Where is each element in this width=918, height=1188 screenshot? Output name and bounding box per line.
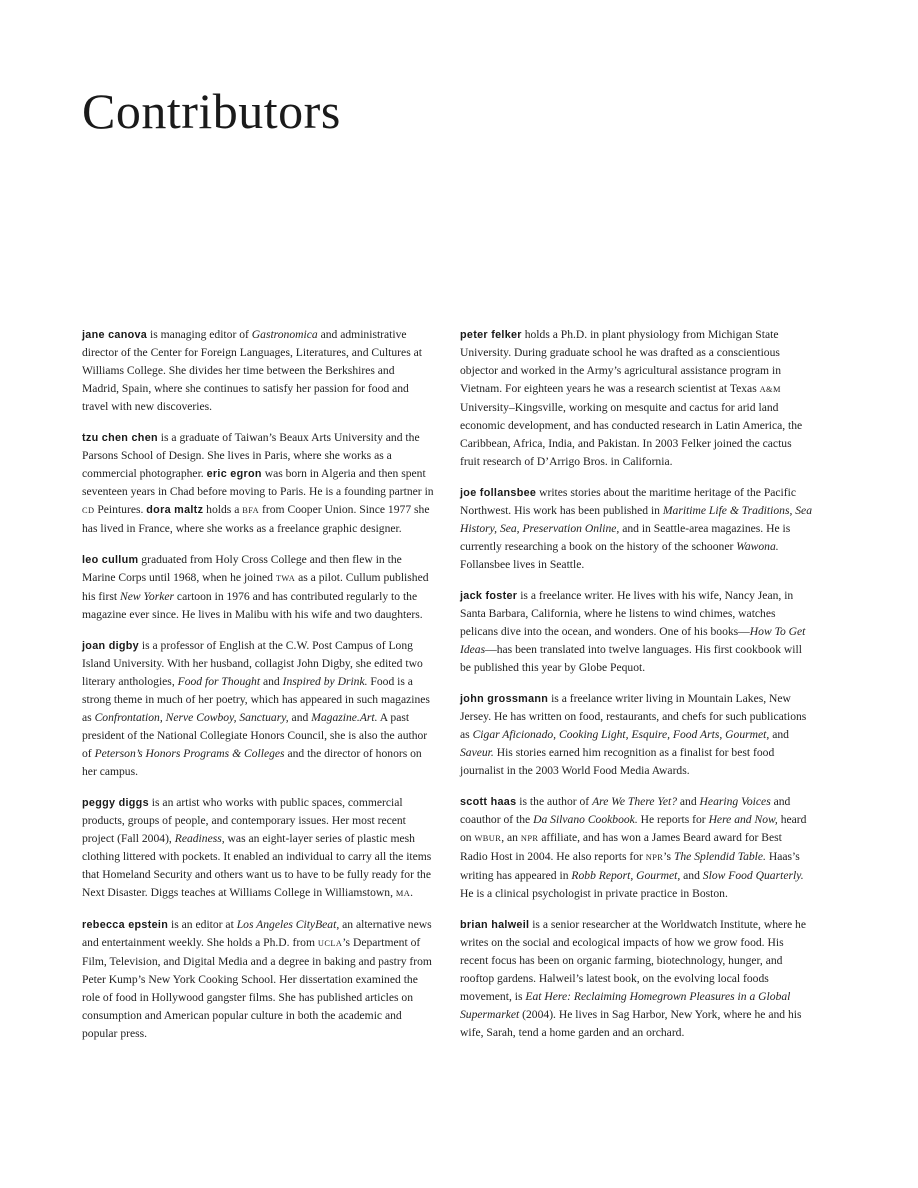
- contributor-name: brian halweil: [460, 919, 530, 931]
- publication-title: The Splendid Table.: [673, 850, 766, 863]
- contributor-name: john grossmann: [460, 693, 549, 705]
- bio-text: He reports for: [637, 813, 709, 826]
- bio-text: —has been translated into twelve languages. His first cookbook will be published this year by Globe Pequot.: [460, 643, 802, 674]
- publication-title: Da Silvano Cookbook.: [533, 813, 638, 826]
- bio-text: and: [680, 869, 703, 882]
- bio-text: and administrative director of the Center for Foreign Languages, Literatures, and Cultures at Williams College. She divides her time between the Berkshires and Madrid, Spain, where she continues to satisfy her passion for food and travel with new discoveries.: [82, 328, 422, 413]
- contributor-name: dora maltz: [146, 504, 204, 516]
- publication-title: Here and Now,: [708, 813, 778, 826]
- bio-text: and: [260, 675, 283, 688]
- publication-title: Are We There Yet?: [592, 795, 677, 808]
- bio-text: is an artist who works with public spaces, commercial products, groups of people, and contemporary issues. Her most recent project (Fall 2004),: [82, 796, 406, 845]
- publication-title: Los Angeles CityBeat,: [236, 918, 340, 931]
- publication-title: Magazine.Art.: [311, 711, 378, 724]
- bio-text: is the author of: [516, 795, 593, 808]
- bio-text: Peintures.: [94, 503, 147, 516]
- bio-text: heard on: [460, 813, 807, 844]
- bio-brian-halweil: [460, 916, 812, 1042]
- bio-text: holds a: [203, 503, 243, 516]
- bio-text: graduated from Holy Cross College and then flew in the Marine Corps until 1968, when he joined: [82, 553, 402, 584]
- contributor-name: rebecca epstein: [82, 919, 169, 931]
- bio-john-grossmann: [460, 690, 812, 780]
- contributor-name: joe follansbee: [460, 487, 537, 499]
- bio-text: is a professor of English at the C.W. Post Campus of Long Island University. With her husband, collagist John Digby, she edited two literary anthologies,: [82, 639, 423, 688]
- bio-text: and: [769, 728, 789, 741]
- bio-text: is a freelance writer. He lives with his wife, Nancy Jean, in Santa Barbara, California, where he listens to wind chimes, watches pelicans dive into the ocean, and wonders. One of his books—: [460, 589, 794, 638]
- contributor-name: peter felker: [460, 329, 522, 341]
- publication-title: Robb Report, Gourmet,: [571, 869, 681, 882]
- publication-title: Food for Thought: [177, 675, 261, 688]
- small-caps-text: CD: [82, 506, 95, 515]
- bio-rebecca-epstein: [82, 916, 434, 1043]
- bio-text: ’s: [663, 850, 674, 863]
- contributor-name: tzu chen chen: [82, 432, 158, 444]
- small-caps-text: BFA: [242, 506, 260, 515]
- publication-title: Wawona.: [736, 540, 779, 553]
- publication-title: Gastronomica: [251, 328, 318, 341]
- bio-text: Food is a strong theme in much of her poetry, which has appeared in such magazines as: [82, 675, 430, 724]
- bio-text: affiliate, and has won a James Beard award for Best Radio Host in 2004. He also reports for: [460, 831, 782, 863]
- bio-text: and: [677, 795, 700, 808]
- contributor-name: peggy diggs: [82, 797, 149, 809]
- bio-text: was born in Algeria and then spent seventeen years in Chad before moving to Paris. He is a founding partner in: [82, 467, 434, 498]
- bio-leo-cullum: [82, 551, 434, 624]
- page-title: Contributors: [82, 83, 341, 139]
- publication-title: Maritime Life & Traditions, Sea History, Sea, Preservation Online,: [460, 504, 812, 535]
- bio-text: A past president of the National Collegiate Honors Council, she is also the author of: [82, 711, 428, 760]
- publication-title: Peterson’s Honors Programs & Colleges: [94, 747, 285, 760]
- bio-text: Follansbee lives in Seattle.: [460, 558, 585, 571]
- bio-text: Haas’s writing has appeared in: [460, 850, 800, 882]
- bio-text: was an eight-layer series of plastic mesh clothing littered with pockets. It enabled an individual to carry all the items that Homeland Security and others want us to have to be fully ready for the Next Disaster. Diggs teaches at Williams College in Williamstown,: [82, 832, 432, 899]
- bio-text: is a freelance writer living in Mountain Lakes, New Jersey. He has written on food, restaurants, and chefs for such publications as: [460, 692, 807, 741]
- bio-joe-follansbee: [460, 484, 812, 574]
- bio-text: His stories earned him recognition as a finalist for best food journalist in the 2003 World Food Media Awards.: [460, 746, 775, 777]
- publication-title: Eat Here: Reclaiming Homegrown Pleasures in a Global Supermarket: [460, 990, 791, 1021]
- bio-peter-felker: [460, 326, 812, 471]
- contributor-name: leo cullum: [82, 554, 139, 566]
- bio-text: He is a clinical psychologist in private practice in Boston.: [460, 887, 728, 900]
- publication-title: Saveur.: [460, 746, 494, 759]
- bio-text: and the director of honors on her campus.: [82, 747, 422, 778]
- small-caps-text: WBUR: [474, 834, 502, 843]
- bio-text: (2004). He lives in Sag Harbor, New York, where he and his wife, Sarah, tend a home garden and an orchard.: [460, 1008, 802, 1039]
- publication-title: Confrontation, Nerve Cowboy, Sanctuary,: [94, 711, 289, 724]
- bio-text: is a graduate of Taiwan’s Beaux Arts University and the Parsons School of Design. She lives in Paris, where she works as a commercial photographer.: [82, 431, 420, 480]
- small-caps-text: NPR: [520, 834, 539, 843]
- bio-text: and: [288, 711, 312, 724]
- contributor-name: jane canova: [82, 329, 148, 341]
- bio-text: is a senior researcher at the Worldwatch Institute, where he writes on the social and ecological impacts of how we grow food. His recent focus has been on organic farming, biotechnology, hunger, and rooftop gardens. Halweil’s latest book, on the evolving local foods movement, is: [460, 918, 806, 1003]
- publication-title: New Yorker: [120, 590, 175, 603]
- publication-title: How To Get Ideas: [460, 625, 806, 656]
- bio-text: University–Kingsville, working on mesquite and cactus for arid land economic development, and has conducted research in Latin America, the Caribbean, Africa, India, and Pakistan. In 2003 Felker joined the cactus fruit research of D’Arrigo Bros. in California.: [460, 401, 803, 468]
- bio-peggy-diggs: [82, 794, 434, 903]
- contributor-name: scott haas: [460, 796, 517, 808]
- publication-title: Cigar Aficionado, Cooking Light, Esquire, Food Arts, Gourmet,: [472, 728, 770, 741]
- bio-scott-haas: [460, 793, 812, 903]
- publication-title: Inspired by Drink.: [282, 675, 368, 688]
- bio-text: from Cooper Union. Since 1977 she has lived in France, where she works as a freelance graphic designer.: [82, 503, 430, 535]
- bio-text: is an editor at: [168, 918, 237, 931]
- bio-text: .: [410, 886, 414, 899]
- bio-text: , an: [501, 831, 521, 844]
- bio-jack-foster: [460, 587, 812, 677]
- small-caps-text: UCLA: [317, 939, 343, 948]
- small-caps-text: MA: [395, 889, 411, 898]
- bio-text: an alternative news and entertainment weekly. She holds a Ph.D. from: [82, 918, 432, 949]
- bio-text: cartoon in 1976 and has contributed regularly to the magazine ever since. He lives in Malibu with his wife and two daughters.: [82, 590, 423, 621]
- left-column: [82, 326, 434, 1056]
- bio-text: and coauthor of the: [460, 795, 791, 826]
- right-column: [460, 326, 812, 1055]
- small-caps-text: A&M: [759, 385, 781, 394]
- contributor-name: eric egron: [206, 468, 262, 480]
- bio-text: ’s Department of Film, Television, and Digital Media and a degree in baking and pastry from Peter Kump’s New York Cooking School. Her dissertation examined the role of food in Hollywood gangster films. She has published articles on consumption and American popular culture in both the academic and popular press.: [82, 936, 432, 1040]
- bio-jane-canova: [82, 326, 434, 416]
- bio-text: is managing editor of: [147, 328, 252, 341]
- publication-title: Slow Food Quarterly.: [702, 869, 804, 882]
- publication-title: Hearing Voices: [699, 795, 771, 808]
- bio-tzu-chen-chen: [82, 429, 434, 538]
- bio-text: holds a Ph.D. in plant physiology from Michigan State University. During graduate school he was drafted as a conscientious objector and worked in the Army’s agricultural assistance program in Vietnam. For eighteen years he was a research scientist at Texas: [460, 328, 781, 395]
- bio-joan-digby: [82, 637, 434, 781]
- contributor-name: jack foster: [460, 590, 518, 602]
- bio-text: and in Seattle-area magazines. He is currently researching a book on the history of the schooner: [460, 522, 791, 553]
- bio-text: as a pilot. Cullum published his first: [82, 571, 429, 603]
- contributor-name: joan digby: [82, 640, 139, 652]
- publication-title: Readiness,: [174, 832, 225, 845]
- small-caps-text: TWA: [275, 574, 296, 583]
- bio-text: writes stories about the maritime heritage of the Pacific Northwest. His work has been published in: [460, 486, 797, 517]
- small-caps-text: NPR: [645, 853, 664, 862]
